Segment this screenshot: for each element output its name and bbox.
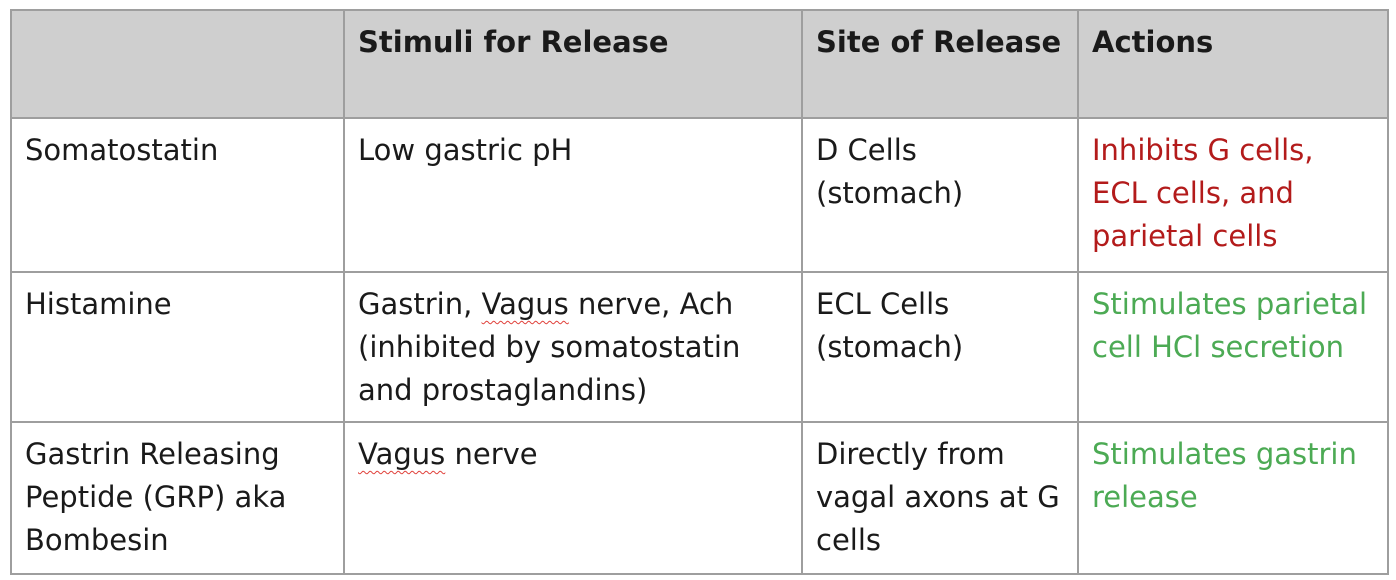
stimuli-text-post: nerve, Ach (inhibited by somatostatin and prostaglandins) xyxy=(358,287,741,407)
hormone-cell[interactable]: Somatostatin xyxy=(11,118,344,272)
table-row xyxy=(11,118,1388,272)
stimuli-cell[interactable] xyxy=(344,422,802,574)
header-actions: Actions xyxy=(1078,10,1388,118)
action-cell[interactable]: Stimulates parietal cell HCl secretion xyxy=(1078,272,1388,422)
header-row xyxy=(11,10,1388,118)
table-row xyxy=(11,422,1388,574)
stimuli-text-post: nerve xyxy=(445,437,538,471)
action-cell[interactable]: Stimulates gastrin release xyxy=(1078,422,1388,574)
table-row xyxy=(11,272,1388,422)
hormone-cell[interactable]: Histamine xyxy=(11,272,344,422)
stimuli-text-pre: Gastrin, xyxy=(358,287,482,321)
site-cell[interactable]: D Cells (stomach) xyxy=(802,118,1078,272)
hormone-table xyxy=(10,9,1389,575)
action-cell[interactable]: Inhibits G cells, ECL cells, and parietal cells xyxy=(1078,118,1388,272)
site-cell[interactable]: ECL Cells (stomach) xyxy=(802,272,1078,422)
header-hormone xyxy=(11,10,344,118)
spellcheck-flagged-word[interactable]: Vagus xyxy=(481,287,569,321)
stimuli-cell[interactable]: Low gastric pH xyxy=(344,118,802,272)
hormone-cell[interactable]: Gastrin Releasing Peptide (GRP) aka Bombesin xyxy=(11,422,344,574)
spellcheck-flagged-word[interactable]: Vagus xyxy=(358,437,446,471)
site-cell[interactable]: Directly from vagal axons at G cells xyxy=(802,422,1078,574)
header-site: Site of Release xyxy=(802,10,1078,118)
stimuli-cell[interactable] xyxy=(344,272,802,422)
header-stimuli: Stimuli for Release xyxy=(344,10,802,118)
